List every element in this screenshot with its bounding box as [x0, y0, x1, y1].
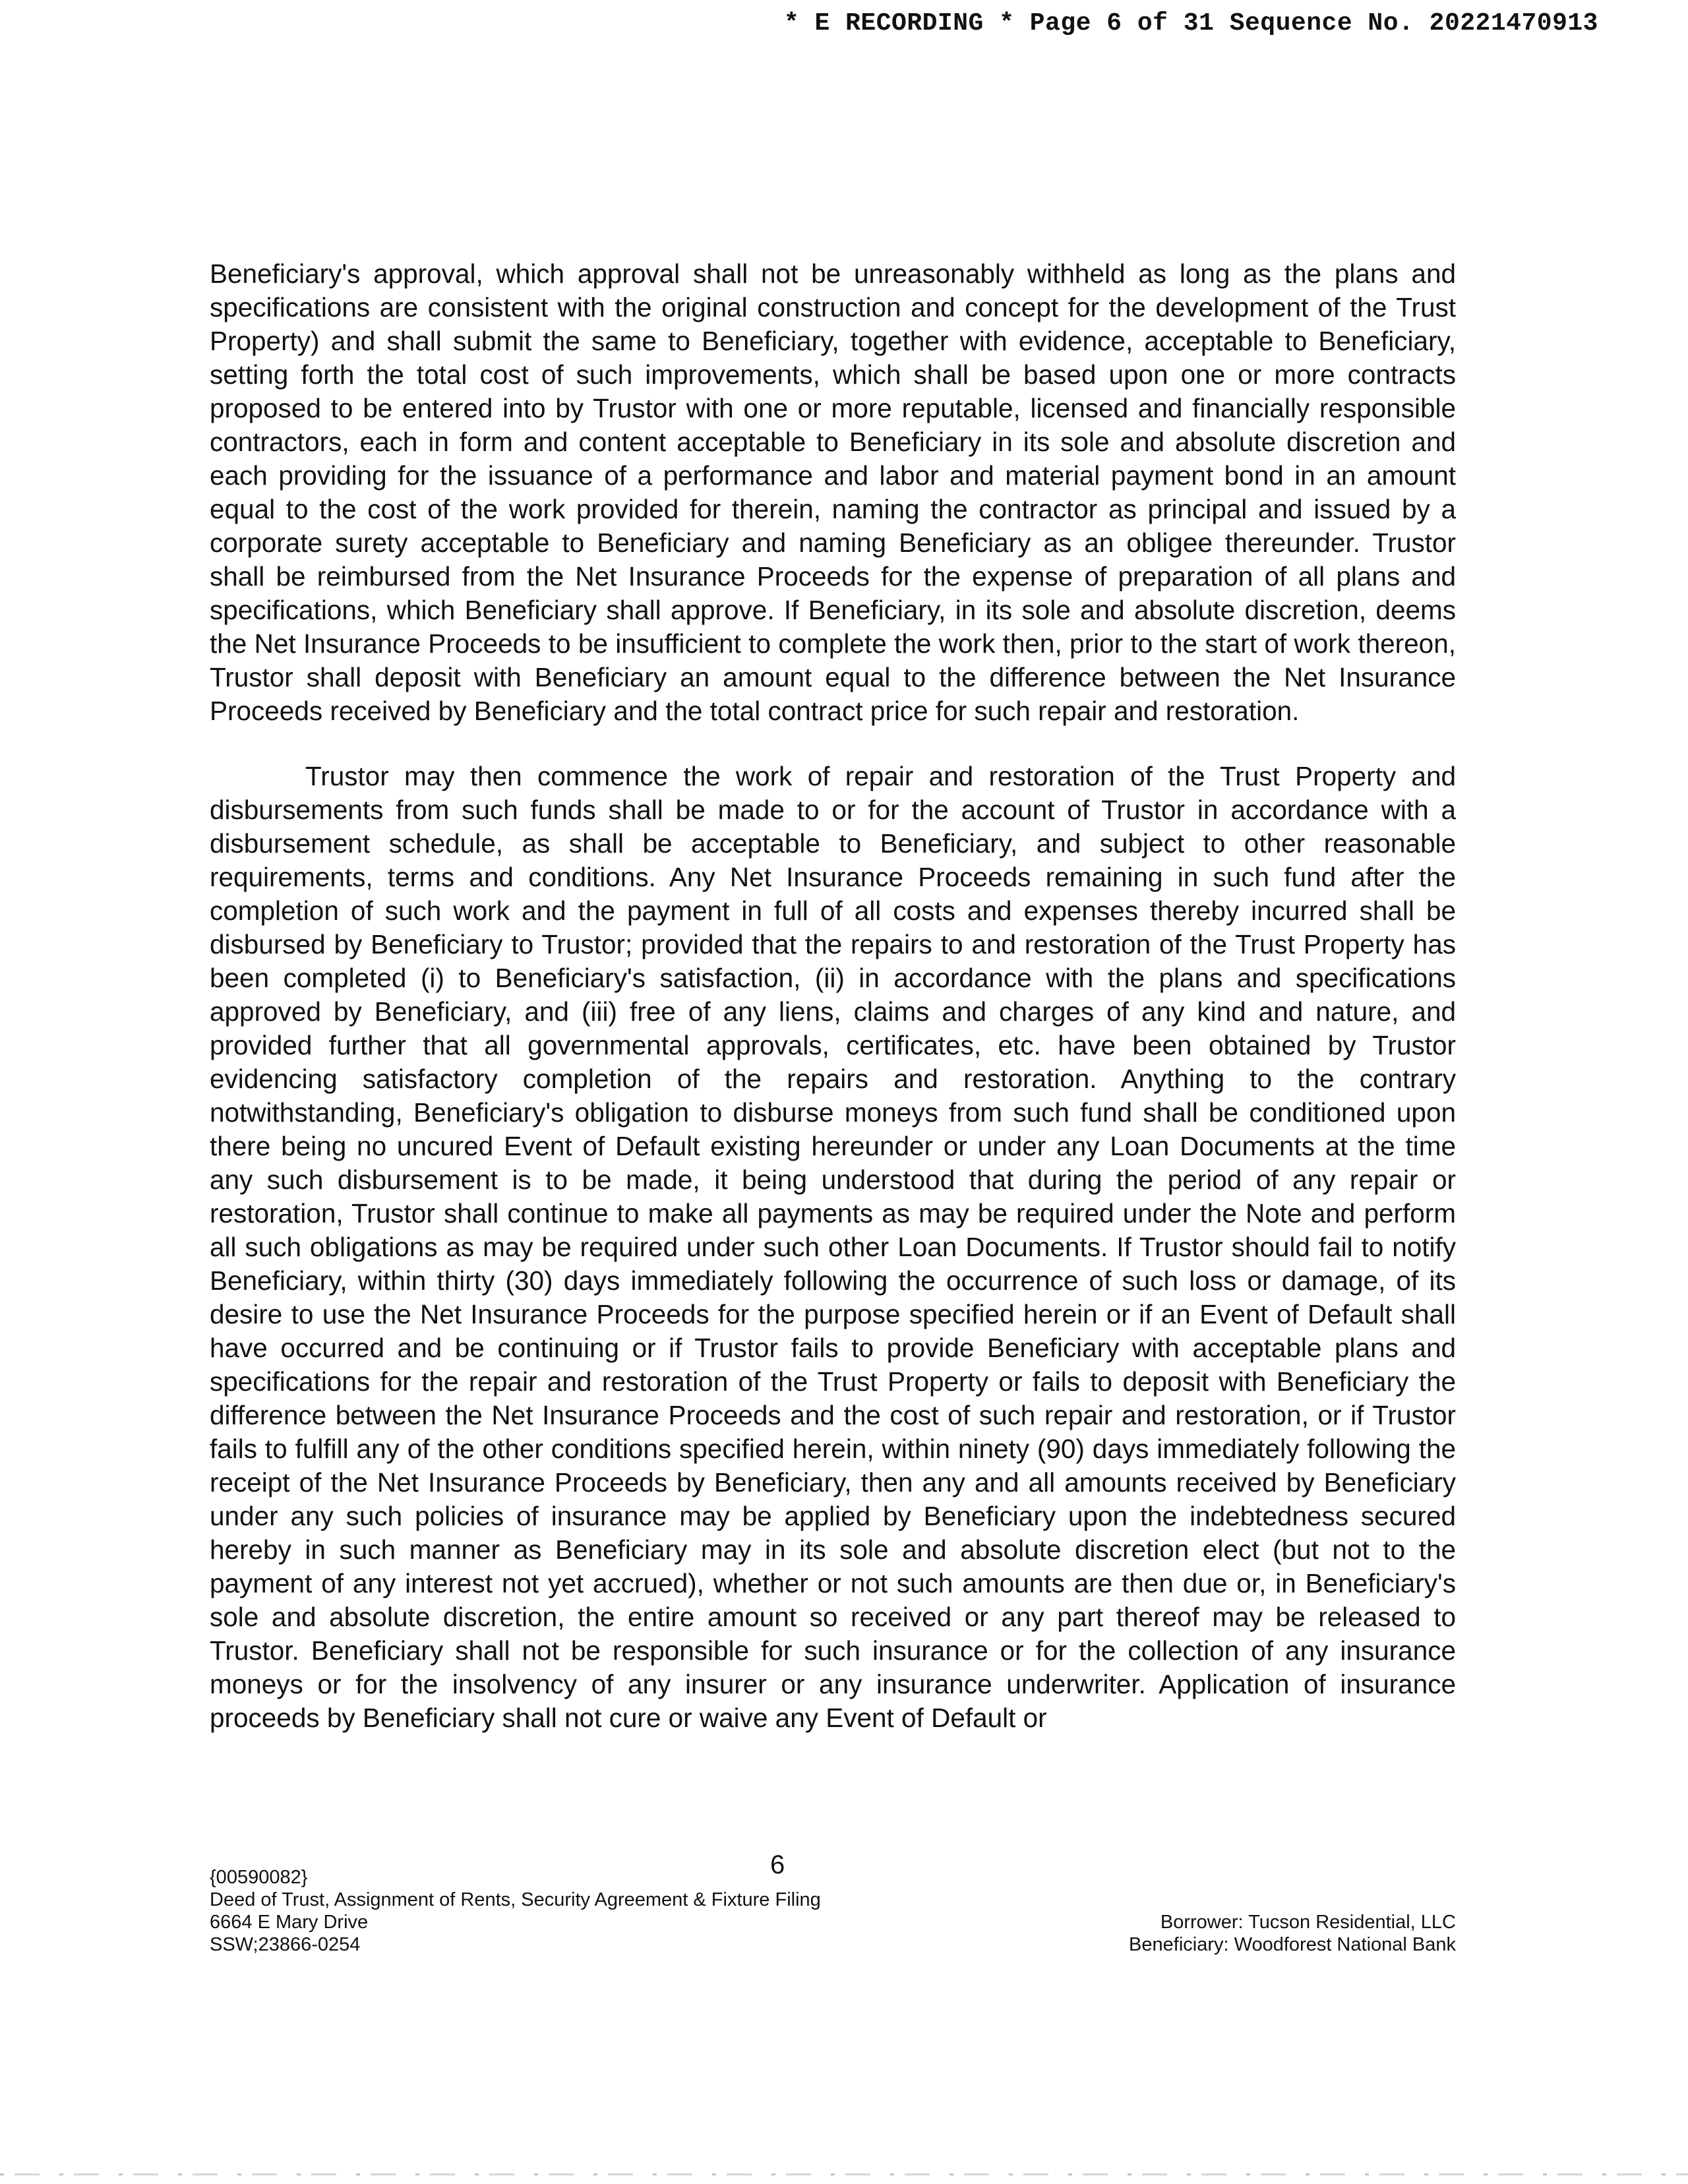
footer-address: 6664 E Mary Drive	[210, 1912, 369, 1933]
footer-parties	[1129, 1911, 1456, 1956]
document-body	[210, 257, 1456, 1735]
footer-doc-id: {00590082}	[210, 1867, 308, 1888]
paragraph: Trustor may then commence the work of repair and restoration of the Trust Property and disbursements from such funds shall be made to or for the account of Trustor in accordance with a disbursement schedule, as shall be acceptable to Beneficiary, and subject to other reasonable requirements, terms and conditions. Any Net Insurance Proceeds remaining in such fund after the completion of such work and the payment in full of all costs and expenses thereby incurred shall be disbursed by Beneficiary to Trustor; provided that the repairs to and restoration of the Trust Property has been completed (i) to Beneficiary's satisfaction, (ii) in accordance with the plans and specifications approved by Beneficiary, and (iii) free of any liens, claims and charges of any kind and nature, and provided further that all governmental approvals, certificates, etc. have been obtained by Trustor evidencing satisfactory completion of the repairs and restoration. Anything to the contrary notwithstanding, Beneficiary's obligation to disburse moneys from such fund shall be conditioned upon there being no uncured Event of Default existing hereunder or under any Loan Documents at the time any such disbursement is to be made, it being understood that during the period of any repair or restoration, Trustor shall continue to make all payments as may be required under the Note and perform all such obligations as may be required under such other Loan Documents. If Trustor should fail to notify Beneficiary, within thirty (30) days immediately following the occurrence of such loss or damage, of its desire to use the Net Insurance Proceeds for the purpose specified herein or if an Event of Default shall have occurred and be continuing or if Trustor fails to provide Beneficiary with acceptable plans and specifications for the repair and restoration of the Trust Property or fails to deposit with Beneficiary the difference between the Net Insurance Proceeds and the cost of such repair and restoration, or if Trustor fails to fulfill any of the other conditions specified herein, within ninety (90) days immediately following the receipt of the Net Insurance Proceeds by Beneficiary, then any and all amounts received by Beneficiary under any such policies of insurance may be applied by Beneficiary upon the indebtedness secured hereby in such manner as Beneficiary may in its sole and absolute discretion elect (but not to the payment of any interest not yet accrued), whether or not such amounts are then due or, in Beneficiary's sole and absolute discretion, the entire amount so received or any part thereof may be released to Trustor. Beneficiary shall not be responsible for such insurance or for the collection of any insurance moneys or for the insolvency of any insurer or any insurance underwriter. Application of insurance proceeds by Beneficiary shall not cure or waive any Event of Default or	[210, 761, 1456, 1733]
recording-header: * E RECORDING * Page 6 of 31 Sequence No. 20221470913	[783, 9, 1598, 38]
footer-beneficiary: Beneficiary: Woodforest National Bank	[1129, 1934, 1456, 1955]
footer-borrower: Borrower: Tucson Residential, LLC	[1160, 1912, 1456, 1933]
footer-file-ref: SSW;23866-0254	[210, 1934, 361, 1955]
paragraph: Beneficiary's approval, which approval shall not be unreasonably withheld as long as the plans and specifications are consistent with the original construction and concept for the development of the Trust Property) and shall submit the same to Beneficiary, together with evidence, acceptable to Beneficiary, setting forth the total cost of such improvements, which shall be based upon one or more contracts proposed to be entered into by Trustor with one or more reputable, licensed and financially responsible contractors, each in form and content acceptable to Beneficiary in its sole and absolute discretion and each providing for the issuance of a performance and labor and material payment bond in an amount equal to the cost of the work provided for therein, naming the contractor as principal and issued by a corporate surety acceptable to Beneficiary and naming Beneficiary as an obligee thereunder. Trustor shall be reimbursed from the Net Insurance Proceeds for the expense of preparation of all plans and specifications, which Beneficiary shall approve. If Beneficiary, in its sole and absolute discretion, deems the Net Insurance Proceeds to be insufficient to complete the work then, prior to the start of work thereon, Trustor shall deposit with Beneficiary an amount equal to the difference between the Net Insurance Proceeds received by Beneficiary and the total contract price for such repair and restoration.	[210, 258, 1456, 726]
scan-edge-artifact	[0, 2173, 1688, 2175]
footer-document-info	[210, 1866, 821, 1956]
page-number: 6	[770, 1850, 785, 1879]
footer-doc-title: Deed of Trust, Assignment of Rents, Security Agreement & Fixture Filing	[210, 1889, 821, 1910]
